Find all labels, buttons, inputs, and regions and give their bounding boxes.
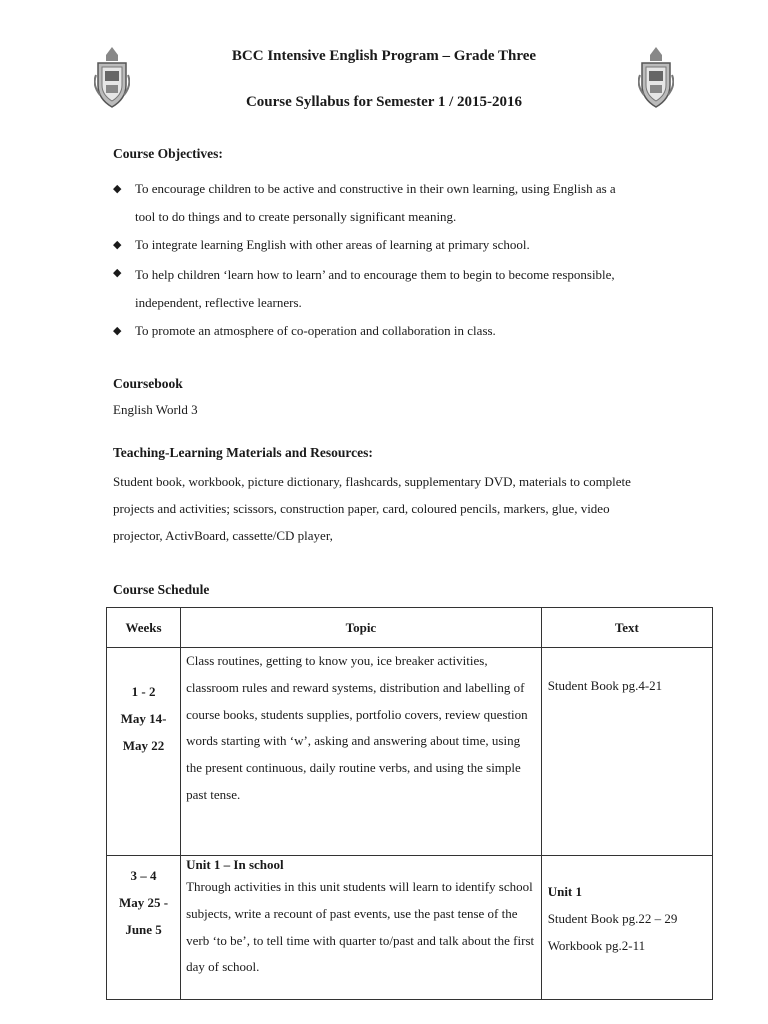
objective-item: ◆ To integrate learning English with other areas of learning at primary school. [113,231,633,259]
text-cell: Unit 1 Student Book pg.22 – 29 Workbook pg.2-11 [541,856,712,1000]
objective-item: ◆ To help children ‘learn how to learn’ and to encourage them to begin to become responsible, independent, reflective learners. [113,259,633,317]
topic-cell: Class routines, getting to know you, ice breaker activities, classroom rules and reward systems, distribution and labelling of course books, students supplies, portfolio covers, review question words starting with ‘w’, asking and answering about time, using the present continuous, daily routine verbs, and using the simple past tense. [181,648,542,856]
schedule-heading: Course Schedule [113,582,210,597]
weeks-cell: 3 – 4 May 25 - June 5 [107,856,181,1000]
schedule-table [106,607,713,1000]
text-cell: Student Book pg.4-21 [541,648,712,856]
column-header-text: Text [541,608,712,648]
unit-label: Unit 1 [547,884,583,899]
materials-text: Student book, workbook, picture dictionary, flashcards, supplementary DVD, materials to complete projects and activities; scissors, construction paper, card, coloured pencils, markers, glue, video projector, ActivBoard, cassette/CD player, [113,474,631,543]
materials-heading: Teaching-Learning Materials and Resources: [113,445,373,460]
document-title: BCC Intensive English Program – Grade Three [231,48,537,64]
weeks-cell: 1 - 2 May 14- May 22 [107,648,181,856]
coursebook-heading: Coursebook [113,376,183,391]
document-subtitle: Course Syllabus for Semester 1 / 2015-2016 [245,94,523,110]
unit-title: Unit 1 – In school [186,857,284,872]
column-header-topic: Topic [181,608,542,648]
table-row [107,648,713,856]
diamond-bullet-icon: ◆ [113,325,122,337]
objectives-list [113,175,633,345]
objective-item: ◆ To promote an atmosphere of co-operation and collaboration in class. [113,317,633,345]
objectives-heading: Course Objectives: [113,146,223,161]
topic-cell: Unit 1 – In school Through activities in this unit students will learn to identify school subjects, write a recount of past events, use the past tense of the verb ‘to be’, to tell time with quarter to/past and talk about the first day of school. [181,856,542,1000]
diamond-bullet-icon: ◆ [113,183,122,195]
diamond-bullet-icon: ◆ [113,267,122,279]
objective-item: ◆ To encourage children to be active and constructive in their own learning, using English as a tool to do things and to create personally significant meaning. [113,175,633,231]
table-header-row [107,608,713,648]
table-row [107,856,713,1000]
coursebook-value: English World 3 [113,402,198,417]
column-header-weeks: Weeks [107,608,181,648]
diamond-bullet-icon: ◆ [113,239,122,251]
